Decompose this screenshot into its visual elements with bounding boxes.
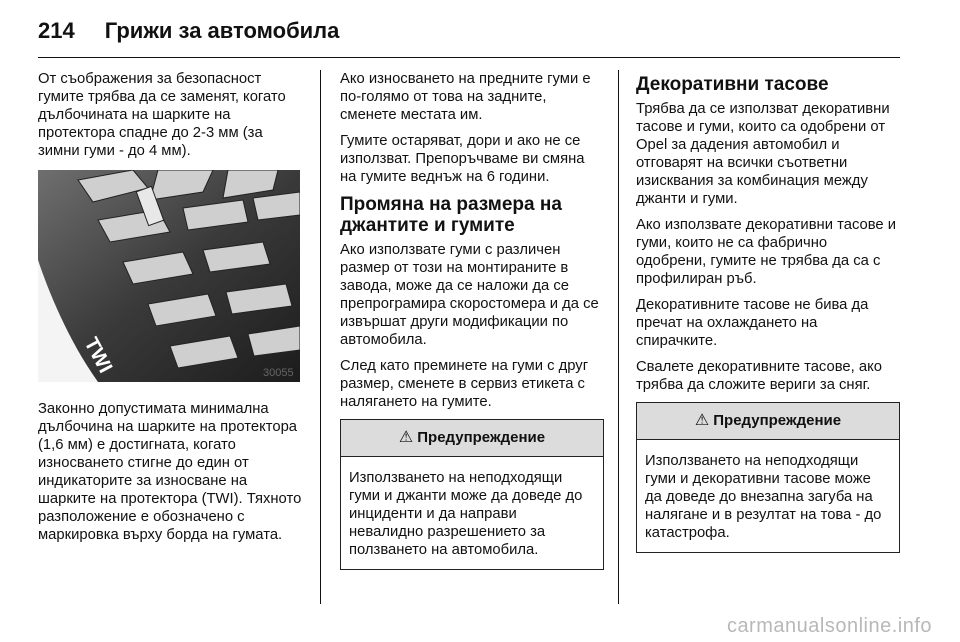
paragraph: Декоративните тасове не бива да пречат на охлаждането на спирачките. [636, 297, 869, 349]
page-header [38, 14, 339, 48]
paragraph: Законно допустимата минимална дълбочина на шарките на протектора (1,6 мм) е достигната, когато износването стигне до един от индикаторите за износване на шарките на протектора (TWI). Тяхното разположение е обозначено с маркировка върху борда на гумата. [38, 401, 302, 543]
warning-box [636, 402, 900, 553]
paragraph: След като преминете на гуми с друг размер, сменете в сервиз етикета с налягането на гумите. [340, 358, 589, 410]
column-divider-2 [618, 70, 619, 604]
column-1 [38, 70, 302, 552]
paragraph: Гумите остаряват, дори и ако не се използват. Препоръчваме ви смяна на гумите веднъж на 6 години. [340, 133, 585, 185]
warning-header [341, 420, 603, 457]
column-divider-1 [320, 70, 321, 604]
paragraph: Ако използвате гуми с различен размер от този на монтираните в завода, може да се наложи да се препрограмира скоростомера и да се извършат други модификации по автомобила. [340, 242, 599, 348]
warning-text: Използването на неподходящи гуми и джанти може да доведе до инциденти и да направи невалидно разрешението за ползването на автомобила. [349, 470, 583, 558]
paragraph: Ако използвате декоративни тасове и гуми, които не са фабрично одобрени, гумите не трябва да са с профилиран ръб. [636, 217, 897, 287]
watermark: carmanualsonline.info [726, 615, 932, 637]
warning-text: Използването на неподходящи гуми и декоративни тасове може да доведе до внезапна загуба на налягане и в резултат на това - до катастрофа. [645, 453, 882, 541]
warning-title: Предупреждение [417, 429, 546, 446]
paragraph: Трябва да се използват декоративни тасове и гуми, които са одобрени от Opel за дадения автомобил и отговарят на всички съответни изисквания за комбинация между джанти и гуми. [636, 101, 890, 207]
warning-triangle-icon: ⚠ [694, 412, 710, 429]
page-number: 214 [38, 18, 75, 43]
paragraph: Свалете декоративните тасове, ако трябва да сложите вериги за сняг. [636, 359, 882, 393]
header-rule [38, 57, 900, 58]
tire-tread-figure [38, 170, 300, 382]
twi-marking-label: TWI [79, 334, 117, 377]
warning-triangle-icon: ⚠ [398, 429, 414, 446]
tire-tread-illustration [38, 170, 300, 382]
warning-box [340, 419, 604, 570]
section-heading: Декоративни тасове [636, 74, 829, 95]
section-heading: Промяна на размера на джантите и гумите [340, 194, 562, 236]
warning-title: Предупреждение [713, 412, 842, 429]
warning-header [637, 403, 899, 440]
paragraph: От съображения за безопасност гумите трябва да се заменят, когато дълбочината на шарките на протектора спадне до 2-3 мм (за зимни гуми - до 4 мм). [38, 71, 286, 159]
figure-number: 30055 [263, 367, 294, 379]
chapter-title: Грижи за автомобила [104, 18, 340, 43]
column-3 [636, 70, 900, 553]
paragraph: Ако износването на предните гуми е по-голямо от това на задните, сменете местата им. [340, 71, 591, 123]
column-2 [340, 70, 604, 570]
